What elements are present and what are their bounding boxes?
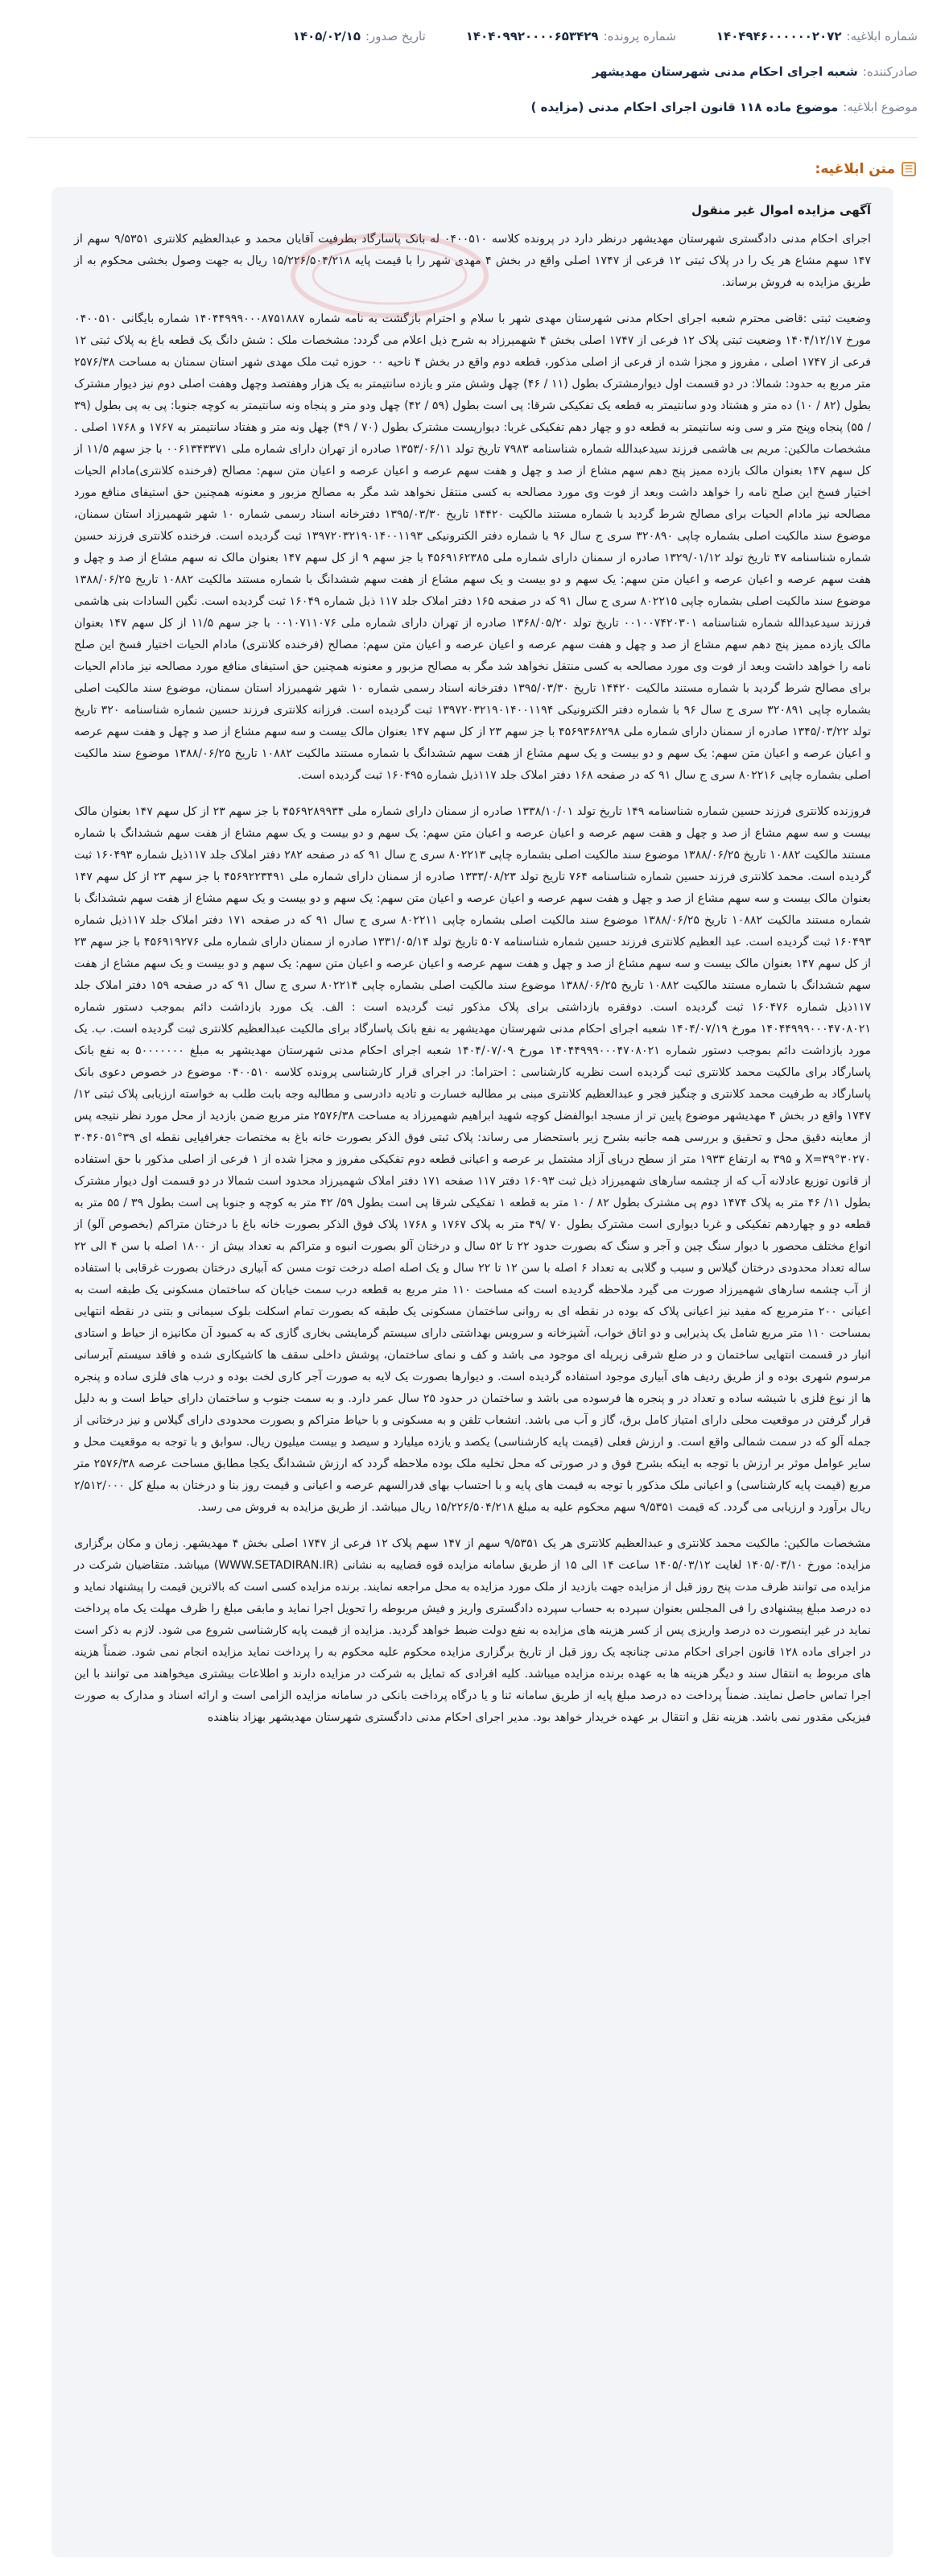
notice-paragraph: وضعیت ثبتی :قاضی محترم شعبه اجرای احکام مدنی شهرستان مهدی شهر با سلام و احترام بازگشت به نامه شماره ۱۴۰۴۴۹۹۹۰۰۰۸۷۵۱۸۸۷ شماره بایگانی ۰۴۰۰۵۱۰ مورخ ۱۴۰۴/۱۲/۱۷ وضعیت ثبتی پلاک ۱۲ فرعی از ۱۷۴۷ اصلی بخش ۴ شهمیرزاد به شرح ذیل اعلام می گردد: مشخصات ملک : شش دانگ یک قطعه باغ به پلاک ثبتی ۱۲ فرعی از ۱۷۴۷ اصلی ، مفروز و مجزا شده از فرعی از اصلی مذکور، قطعه دوم واقع در بخش ۴ ناحیه ۰۰ حوزه ثبت ملک مهدی شهر استان سمنان به مساحت ۲۵۷۶/۳۸ متر مربع به حدود: شمالا: در دو قسمت اول دیوارمشترک بطول (۱۱ / ۴۶) چهل وشش متر و یازده سانتیمتر به یک هزار وهفتصد وچهل وهفت اصلی دوم نیز دیوار مشترک بطول (۸۲ / ۱۰) ده متر و هشتاد ودو سانتیمتر به قطعه یک تفکیکی شرقا: پی است بطول (۵۹ / ۴۲) چهل ودو متر و پنجاه ونه سانتیمتر به کوچه جنوبا: پی به پی بطول (۳۹ / ۵۵) پنجاه وپنج متر و سی ونه سانتیمتر به قطعه دو و چهار دهم تفکیکی غربا: دیوارپست مشترک بطول (۷۰ / ۴۹) چهل ونه متر و هفتاد سانتیمتر به ۱۷۶۷ و ۱۷۶۸ اصلی . مشخصات مالکین: مریم بی هاشمی فرزند سیدعبدالله شماره شناسنامه ۷۹۸۳ تاریخ تولد ۱۳۵۳/۰۶/۱۱ صادره از تهران دارای شماره ملی ۰۰۶۱۳۴۳۳۷۱ با جز سهم ۱۱/۵ از کل سهم ۱۴۷ بعنوان مالک بازده ممیز پنج دهم سهم مشاع از صد و چهل و هفت سهم عرصه و اعیان عرصه و اعیان متن سهم: مصالح (فرخنده کلانتری)مادام الحیات اختیار فسخ این صلح نامه را خواهد داشت وبعد از فوت وی مورد مصالحه به کسی منتقل نخواهد شد مگر به مصالح مزبور و معنونه همچنین حق استیفای منافع مورد مصالحه نیز مادام الحیات برای مصالح شرط گردید با شماره مستند مالکیت ۱۴۴۲۰ تاریخ ۱۳۹۵/۰۳/۳۰ دفترخانه اسناد رسمی شماره ۱۰ شهر شهمیرزاد استان سمنان، موضوع سند مالکیت اصلی بشماره چاپی ۳۲۰۸۹۰ سری ج سال ۹۶ با شماره دفتر الکترونیکی ۱۳۹۷۲۰۳۲۱۹۰۱۴۰۰۱۱۹۳ ثبت گردیده است. فرخنده کلانتری فرزند حسین شماره شناسنامه ۴۷ تاریخ تولد ۱۳۲۹/۰۱/۱۲ صادره از سمنان دارای شماره ملی ۴۵۶۹۱۶۲۳۸۵ با جز سهم ۹ از کل سهم ۱۴۷ بعنوان مالک نه سهم مشاع از صد و چهل و هفت سهم عرصه و اعیان عرصه و اعیان متن سهم: یک سهم و دو بیست و یک سهم مشاع از هفت سهم ششدانگ با شماره مستند مالکیت ۱۰۸۸۲ تاریخ ۱۳۸۸/۰۶/۲۵ موضوع سند مالکیت اصلی بشماره چاپی ۸۰۲۲۱۵ سری ج سال ۹۱ که در صفحه ۱۶۵ دفتر املاک جلد ۱۱۷ ذیل شماره ۱۶۰۴۹ ثبت گردیده است. نگین السادات بنی هاشمی فرزند سیدعبدالله شماره شناسنامه ۰۰۱۰۰۷۴۲۰۳۰۱ تاریخ تولد ۱۳۶۸/۰۵/۲۰ صادره از تهران دارای شماره ملی ۰۰۱۰۷۱۱۰۷۶ با جز سهم ۱۱/۵ از کل سهم ۱۴۷ بعنوان مالک یازده ممیز پنج دهم سهم مشاع از صد و چهل و هفت سهم عرصه و اعیان عرصه و اعیان متن سهم: مصالح (فرخنده کلانتری) مادام الحیات اختیار فسخ این صلح نامه را خواهد داشت وبعد از فوت وی مورد مصالحه به کسی منتقل نخواهد شد مگر به مصالح مزبور و معنونه همچنین حق استیفای منافع مورد مصالحه نیز مادام الحیات برای مصالح شرط گردید با شماره مستند مالکیت ۱۴۴۲۰ تاریخ ۱۳۹۵/۰۳/۳۰ دفترخانه اسناد رسمی شماره ۱۰ شهر شهمیرزاد استان سمنان، موضوع سند مالکیت اصلی بشماره چاپی ۳۲۰۸۹۱ سری ج سال ۹۶ با شماره دفتر الکترونیکی ۱۳۹۷۲۰۳۲۱۹۰۱۴۰۰۱۱۹۴ ثبت گردیده است. فرزانه کلانتری فرزند حسین شماره شناسنامه ۳۲۰ تاریخ تولد ۱۳۴۵/۰۳/۲۲ صادره از سمنان دارای شماره ملی ۴۵۶۹۳۶۸۲۹۸ با جز سهم ۲۳ از کل سهم ۱۴۷ بعنوان مالک بیست و سه سهم مشاع از صد و چهل و هفت سهم عرصه و اعیان عرصه و اعیان متن سهم: یک سهم و دو بیست و یک سهم مشاع از هفت سهم ششدانگ با شماره مستند مالکیت ۱۰۸۸۲ تاریخ ۱۳۸۸/۰۶/۲۵ موضوع سند مالکیت اصلی بشماره چاپی ۸۰۲۲۱۶ سری ج سال ۹۱ که در صفحه ۱۶۸ دفتر املاک جلد ۱۱۷ذیل شماره ۱۶۰۴۹۵ ثبت گردیده است. <box>74 312 872 782</box>
notice-paragraph: اجرای احکام مدنی دادگستری شهرستان مهدیشهر درنظر دارد در پرونده کلاسه ۰۴۰۰۵۱۰ له بانک پاسارگاد بطرفیت آقایان محمد و عبدالعظیم کلانتری ۹/۵۳۵۱ سهم از ۱۴۷ سهم مشاع هر یک را در پلاک ثبتی ۱۲ فرعی از ۱۷۴۷ اصلی واقع در بخش ۴ مهدی شهر را با قیمت پایه ۱۵/۲۲۶/۵۰۴/۲۱۸ ریال به جهت وصول بخشی محکوم به از طریق مزایده به فروش برساند. <box>74 233 872 289</box>
notice-subject: موضوع ابلاغیه:موضوع ماده ۱۱۸ قانون اجرای احکام مدنی (مزایده ) <box>530 100 918 114</box>
notice-paragraph: فروزنده کلانتری فرزند حسین شماره شناسنامه ۱۴۹ تاریخ تولد ۱۳۳۸/۱۰/۰۱ صادره از سمنان دارای شماره ملی ۴۵۶۹۲۸۹۹۳۴ با جز سهم ۲۳ از کل سهم ۱۴۷ بعنوان مالک بیست و سه سهم مشاع از صد و چهل و هفت سهم عرصه و اعیان عرصه و اعیان متن سهم: یک سهم و دو بیست و یک سهم مشاع از هفت سهم ششدانگ با شماره مستند مالکیت ۱۰۸۸۲ تاریخ ۱۳۸۸/۰۶/۲۵ موضوع سند مالکیت اصلی بشماره چاپی ۸۰۲۲۱۳ سری ج سال ۹۱ که در صفحه ۲۸۲ دفتر املاک جلد ۱۱۷ذیل شماره ۱۶۰۴۹۳ ثبت گردیده است. محمد کلانتری فرزند حسین شماره شناسنامه ۷۶۴ تاریخ تولد ۱۳۳۳/۰۸/۲۳ صادره از سمنان دارای شماره ملی ۴۵۶۹۲۲۳۴۹۱ با جز سهم ۲۳ از کل سهم ۱۴۷ بعنوان مالک بیست و سه سهم مشاع از صد و چهل و هفت سهم عرصه و اعیان عرصه و اعیان متن سهم: یک سهم و دو بیست و یک سهم مشاع از هفت سهم ششدانگ با شماره مستند مالکیت ۱۰۸۸۲ تاریخ ۱۳۸۸/۰۶/۲۵ موضوع سند مالکیت اصلی بشماره چاپی ۸۰۲۲۱۱ سری ج سال ۹۱ که در صفحه ۱۷۱ دفتر املاک جلد ۱۱۷ذیل شماره ۱۶۰۴۹۳ ثبت گردیده است. عبد العظیم کلانتری فرزند حسین شماره شناسنامه ۵۰۷ تاریخ تولد ۱۳۳۱/۰۵/۱۴ صادره از سمنان دارای شماره ملی ۴۵۶۹۱۹۲۷۶ با جز سهم ۲۳ از کل سهم ۱۴۷ بعنوان مالک بیست و سه سهم مشاع از صد و چهل و هفت سهم عرصه و اعیان عرصه و اعیان متن سهم: یک سهم و دو بیست و یک سهم مشاع از هفت سهم ششدانگ با شماره مستند مالکیت ۱۰۸۸۲ تاریخ ۱۳۸۸/۰۶/۲۵ موضوع سند مالکیت اصلی بشماره چاپی ۸۰۲۲۱۴ سری ج سال ۹۱ که در صفحه ۱۵۹ دفتر املاک جلد ۱۱۷ذیل شماره ۱۶۰۴۷۶ ثبت گردیده است. دوفقره بازداشتی برای پلاک مذکور ثبت گردیده است : الف. یک مورد بازداشت دائم بموجب دستور شماره ۱۴۰۴۴۹۹۹۰۰۰۴۷۰۸۰۲۱ مورخ ۱۴۰۴/۰۷/۱۹ شعبه اجرای احکام مدنی شهرستان مهدیشهر به نفع بانک پاسارگاد برای مالکیت عبدالعظیم کلانتری ثبت گردیده است. ب. یک مورد بازداشت دائم بموجب دستور شماره ۱۴۰۴۴۹۹۹۰۰۰۴۷۰۸۰۲۱ مورخ ۱۴۰۴/۰۷/۰۹ شعبه اجرای احکام مدنی شهرستان مهدیشهر به مبلغ ۵۰۰۰۰۰۰۰ به نفع بانک پاسارگاد برای مالکیت محمد کلانتری ثبت گردیده است نظریه کارشناسی : احتراما: در اجرای قرار کارشناسی پرونده کلاسه ۰۴۰۰۵۱۰ موضوع در خصوص دعوی بانک پاسارگاد به طرفیت محمد کلانتری و چنگیز فجر و عبدالعظیم کلانتری مبنی بر مطالبه خسارت و تادیه دادرسی و مطالبه وجه بابت طلب به خواسته ارزیابی پلاک ثبتی ۱۲/ ۱۷۴۷ واقع در بخش ۴ مهدیشهر موضوع پایین تر از مسجد ابوالفضل کوچه شهید ابراهیم شهمیرزاد به مساحت ۲۵۷۶/۳۸ متر مربع ضمن بازدید از محل مورد نظر نتیجه پس از معاینه دقیق محل و تحقیق و بررسی همه جانبه بشرح زیر باستحضار می رساند: پلاک ثبتی فوق الذکر بصورت خانه باغ به مختصات جغرافیایی نقطه ای ۳۹°۳۰۴۶۰۵۱ X=۳۹°۳۰۲۷۰ و ۳۹۵ به ارتفاع ۱۹۳۳ متر از سطح دریای آزاد مشتمل بر عرصه و اعیانی قطعه دوم تفکیکی مفروز و مجزا شده از ۱ فرعی از اصلی مذکور با حق استفاده از قانون توزیع عادلانه آب که از چشمه سارهای شهمیرزاد ذیل ثبت ۱۶۰۹۳ دفتر ۱۱۷ صفحه ۱۷۱ دفتر املاک شهمیرزاد محدود است شمالا در دو قسمت اول دیوار مشترک بطول ۱۱/ ۴۶ متر به پلاک ۱۴۷۴ دوم پی مشترک بطول ۸۲ / ۱۰ متر به قطعه ۱ تفکیکی شرقا پی است بطول ۵۹/ ۴۲ متر به کوچه و جنوبا پی است بطول ۳۹ / ۵۵ متر به قطعه دو و چهاردهم تفکیکی و غربا دیواری است مشترک بطول ۷۰ /۴۹ متر به پلاک ۱۷۶۷ و ۱۷۶۸ پلاک فوق الذکر بصورت خانه باغ با درختان متراکم (بخصوص آلو) از انواع مختلف محصور با دیوار سنگ چین و آجر و سنگ که بصورت حدود ۲۲ تا ۵۲ سال و درختان آلو بصورت انبوه و متراکم به تعداد بیش از ۱۸۰۰ اصله با سن ۴ الی ۲۲ ساله تعداد محدودی درختان گیلاس و سیب و گلابی به تعداد ۶ اصله با سن ۱۲ تا ۲۲ سال و یک اصله اصله درخت توت مسن که آبیاری درختان بصورت غرقابی با استفاده از آب چشمه سارهای شهمیرزاد صورت می گیرد ملاحظه گردیده است که مساحت ۱۱۰ متر مربع به قطعه درب سمت خیابان که ساختمان مسکونی یک طبقه است به اعیانی ۲۰۰ مترمربع که مفید نیز اعیانی پلاک که بوده در نقطه ای به روانی ساختمان مسکونی یک طبقه که بصورت تمام اسکلت بلوک سیمانی و بتنی در نقطه انتهایی بمساحت ۱۱۰ متر مربع شامل یک پذیرایی و دو اتاق خواب، آشپزخانه و سرویس بهداشتی دارای سیستم گرمایشی بخاری گازی که به کمبود آن مکانیزه از حیاط و استادی انبار در قسمت انتهایی ساختمان و در ضلع شرقی زیرپله ای موجود می باشد و کف و نمای ساختمان، پوشش داخلی سقف ها کاشیکاری شده و فاقد سیستم آبرسانی مرسوم شهری بوده و از طریق ردیف های آبیاری موجود استفاده گردیده است. و دیوارها بصورت یک لایه به صورت آجر کاری لخت بوده و درب های فلزی ساده و پنجره ها از نوع فلزی با شیشه ساده و تعداد در و پنجره ها فرسوده می باشد و ساختمان در حدود ۲۵ سال عمر دارد. و به سمت جنوب و ساختمان دارای حیاط است و به دلیل قرار گرفتن در موقعیت محلی دارای امتیاز کامل برق، گاز و آب می باشد. انشعاب تلفن و به مسکونی و با حیاط متراکم و بصورت محدودی دارای گیلاس و نیز درختانی از جمله آلو که در سمت شمالی واقع است. و ارزش فعلی (قیمت پایه کارشناسی) یکصد و یازده میلیارد و سیصد و بیست میلیون ریال. سوابق و با توجه به موقعیت محل و سایر عوامل موثر بر ارزش با توجه به اینکه بشرح فوق و در صورتی که محل تخلیه ملک بوده ملاحظه گردد که ارزش ششدانگ یکجا مطابق مساحت عرصه ۲۵۷۶/۳۸ متر مربع (قیمت پایه کارشناسی) و اعیانی ملک مذکور با توجه به قیمت های پایه و با احتساب بهای قدرالسهم عرصه و اعیانی و قیمت روز بنا و درختان به مبلغ کل ۲/۵۱۲/۰۰۰ ریال برآورد و ارزیابی می گردد. که قیمت ۹/۵۳۵۱ سهم محکوم علیه به مبلغ ۱۵/۲۲۶/۵۰۴/۲۱۸ ریال میباشد. از طریق مزایده به فروش می رسد. <box>74 805 872 1514</box>
notice-paragraph: مشخصات مالکین: مالکیت محمد کلانتری و عبدالعظیم کلانتری هر یک ۹/۵۳۵۱ سهم از ۱۴۷ سهم پلاک ۱۲ فرعی از ۱۷۴۷ اصلی بخش ۴ مهدیشهر. زمان و مکان برگزاری مزایده: مورخ ۱۴۰۵/۰۳/۱۰ لغایت ۱۴۰۵/۰۳/۱۲ ساعت ۱۴ الی ۱۵ از طریق سامانه مزایده قوه قضاییه به نشانی (WWW.SETADIRAN.IR) میباشد. متقاضیان شرکت در مزایده می توانند ظرف مدت پنج روز قبل از مزایده جهت بازدید از ملک مورد مزایده به محل مراجعه نمایند. برنده مزایده کسی است که بالاترین قیمت را پیشنهاد نماید و ده درصد مبلغ پیشنهادی را فی المجلس بعنوان سپرده به حساب سپرده دادگستری واریز و فیش مربوطه را تحویل اجرا نماید و مابقی مبلغ را ظرف مهلت یک ماه پرداخت نماید در غیر اینصورت ده درصد واریزی پس از کسر هزینه های مزایده به نفع دولت ضبط خواهد گردید. مزایده از قیمت پایه کارشناسی شروع می شود. لازم به ذکر است در اجرای ماده ۱۲۸ قانون اجرای احکام مدنی چنانچه یک روز قبل از تاریخ برگزاری مزایده محکوم علیه محکوم به را پرداخت نماید مزایده انجام نمی شود. ضمناً هزینه های مربوط به انتقال سند و دیگر هزینه ها به عهده برنده مزایده میباشد. کلیه افرادی که تمایل به شرکت در مزایده دارند و اطلاعات بیشتری میخواهند می توانند با این اجرا تماس حاصل نمایند. ضمناً پرداخت ده درصد مبلغ پایه از طریق سامانه ثنا و یا درگاه پرداخت بانکی در سامانه مزایده الزامی است و ارائه اسناد و مدارک به صورت فیزیکی مقدور نمی باشد. هزینه نقل و انتقال بر عهده خریدار خواهد بود. مدیر اجرای احکام مدنی دادگستری شهرستان مهدیشهر بهزاد بناهنده <box>74 1537 872 1724</box>
notice-heading: آگهی مزایده اموال غیر منقول <box>691 203 871 217</box>
header-divider <box>27 137 918 138</box>
issuer: صادرکننده:شعبه اجرای احکام مدنی شهرستان مهدیشهر <box>592 64 918 79</box>
section-title-label: متن ابلاغیه: <box>815 161 895 177</box>
document-icon: ☰ <box>902 162 916 176</box>
case-number: شماره پرونده:۱۴۰۴۰۹۹۲۰۰۰۰۶۵۳۴۲۹ <box>465 29 676 43</box>
issue-date: تاریخ صدور:۱۴۰۵/۰۲/۱۵ <box>292 29 426 43</box>
header-row-issuer <box>27 64 918 79</box>
notice-number: شماره ابلاغیه:۱۴۰۴۹۴۶۰۰۰۰۰۰۲۰۷۲ <box>716 29 918 43</box>
section-title <box>815 161 916 177</box>
notice-body-card <box>52 187 893 2557</box>
watermark-stamp <box>285 227 494 324</box>
header-row-ids <box>27 29 918 43</box>
header-row-subject <box>27 100 918 114</box>
notice-header <box>27 19 918 148</box>
